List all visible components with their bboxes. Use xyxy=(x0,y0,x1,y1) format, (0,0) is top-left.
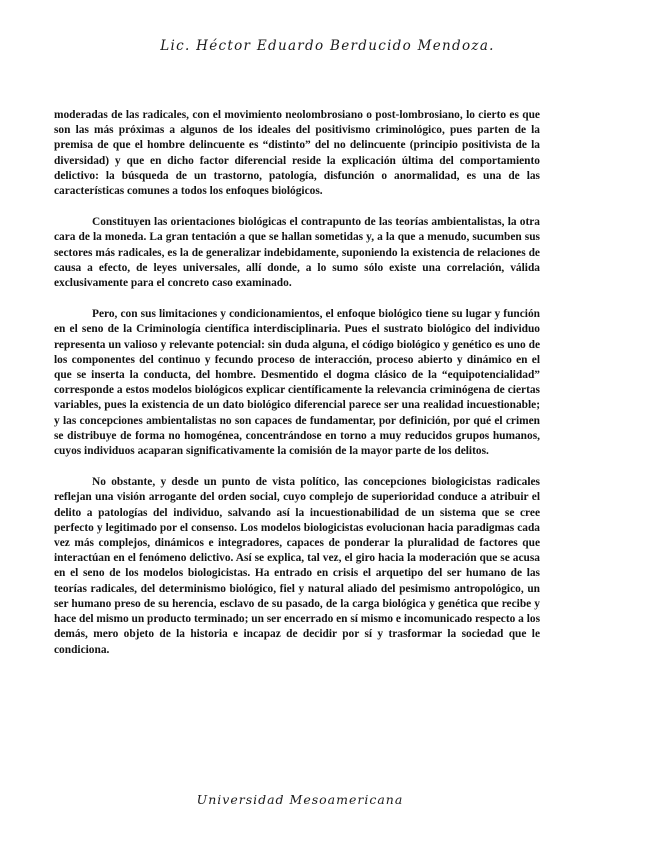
page-header-author: Lic. Héctor Eduardo Berducido Mendoza. xyxy=(160,38,495,54)
paragraph-4: No obstante, y desde un punto de vista político, las concepciones biologicistas radicales reflejan una visión arrogante del orden social, cuyo complejo de superioridad conduce a atribuir el delito a patologías del individuo, salvando así la incuestionabilidad de un sistema que se cree perfecto y legitimado por el consenso. Los modelos biologicistas evolucionan hacia paradigmas cada vez más complejos, dinámicos e integradores, capaces de ponderar la pluralidad de factores que interactúan en el fenómeno delictivo. Así se explica, tal vez, el giro hacia la moderación que se acusa en el seno de los modelos biologicistas. Ha entrado en crisis el arquetipo del ser humano de las teorías radicales, del determinismo biológico, fiel y natural aliado del pesimismo antropológico, un ser humano preso de su herencia, esclavo de su pasado, de la carga biológica y genética que recibe y hace del mismo un producto terminado; un ser encerrado en sí mismo e incomunicado respecto a los demás, mero objeto de la historia e incapaz de decidir por sí y trasformar la sociedad que le condiciona. xyxy=(54,476,540,656)
paragraph-3: Pero, con sus limitaciones y condicionamientos, el enfoque biológico tiene su lugar y función en el seno de la Criminología científica interdisciplinaria. Pues el sustrato biológico del individuo representa un valioso y relevante potencial: sin duda alguna, el código biológico y genético es uno de los componentes del continuo y fecundo proceso de interacción, proceso abierto y dinámico en el que se inserta la conducta, del hombre. Desmentido el dogma clásico de la “equipotencialidad” corresponde a estos modelos biológicos explicar científicamente la relevancia criminógena de ciertas variables, pues la existencia de un dato biológico diferencial parece ser una realidad incuestionable; y las concepciones ambientalistas no son capaces de fundamentar, por definición, por qué el crimen se distribuye de forma no homogénea, concentrándose en torno a muy reducidos grupos humanos, cuyos individuos acaparan significativamente la comisión de la mayor parte de los delitos. xyxy=(54,308,540,458)
page-footer-institution: Universidad Mesoamericana xyxy=(196,792,404,807)
paragraph-1: moderadas de las radicales, con el movimiento neolombrosiano o post-lombrosiano, lo cierto es que son las más próximas a algunos de los ideales del positivismo criminológico, pues parten de la premisa de que el hombre delincuente es “distinto” del no delincuente (principio positivista de la diversidad) y que en dicho factor diferencial reside la explicación última del comportamiento delictivo: la búsqueda de un trastorno, patología, disfunción o anormalidad, es una de las características comunes a todos los enfoques biológicos. xyxy=(54,109,540,198)
body-text xyxy=(54,108,540,674)
paragraph-2: Constituyen las orientaciones biológicas el contrapunto de las teorías ambientalistas, la otra cara de la moneda. La gran tentación a que se hallan sometidas y, a la que a menudo, sucumben sus sectores más radicales, es la de generalizar indebidamente, suponiendo la existencia de relaciones de causa a efecto, de leyes universales, allí donde, a lo sumo sólo existe una correlación, válida exclusivamente para el concreto caso examinado. xyxy=(54,216,540,290)
